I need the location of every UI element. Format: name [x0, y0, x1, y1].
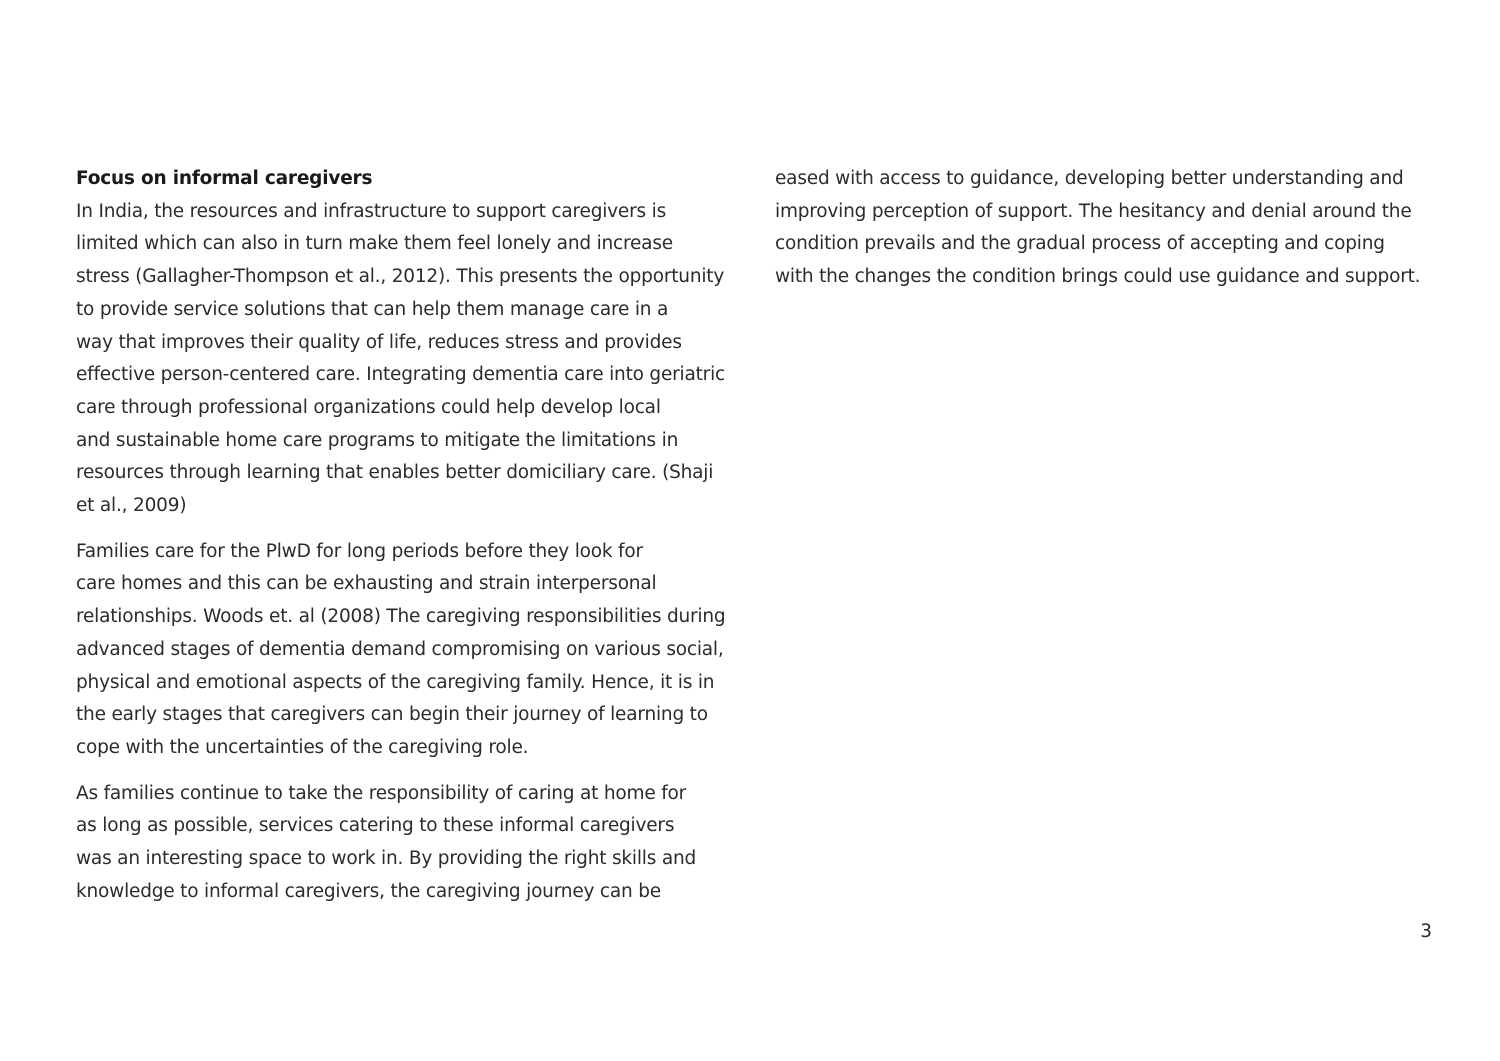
- page-number: 3: [1420, 921, 1432, 942]
- intro-paragraph: [76, 163, 776, 523]
- paragraph-line: effective person-centered care. Integrating dementia care into geriatric: [76, 364, 725, 386]
- paragraph-line: as long as possible, services catering to these informal caregivers: [76, 815, 675, 837]
- paragraph-line: way that improves their quality of life, reduces stress and provides: [76, 331, 682, 353]
- left-column: [76, 163, 776, 908]
- right-column: [775, 163, 1475, 294]
- paragraph-line: eased with access to guidance, developing better understanding and: [775, 168, 1404, 189]
- services-paragraph: [76, 778, 776, 909]
- paragraph-line: knowledge to informal caregivers, the caregiving journey can be: [76, 880, 661, 902]
- section-heading: Focus on informal caregivers: [76, 168, 373, 189]
- paragraph-line: cope with the uncertainties of the caregiving role.: [76, 736, 529, 758]
- paragraph-line: advanced stages of dementia demand compromising on various social,: [76, 638, 724, 660]
- paragraph-line: et al., 2009): [76, 495, 187, 517]
- paragraph-line: stress (Gallagher-Thompson et al., 2012). This presents the opportunity: [76, 266, 725, 288]
- paragraph-line: with the changes the condition brings could use guidance and support.: [775, 266, 1421, 288]
- paragraph-line: the early stages that caregivers can begin their journey of learning to: [76, 704, 708, 726]
- paragraph-line: As families continue to take the responsibility of caring at home for: [76, 782, 687, 804]
- families-paragraph: [76, 536, 776, 765]
- paragraph-line: and sustainable home care programs to mitigate the limitations in: [76, 429, 679, 451]
- continued-paragraph: [775, 163, 1475, 294]
- paragraph-line: care homes and this can be exhausting and strain interpersonal: [76, 573, 657, 595]
- paragraph-line: Families care for the PlwD for long periods before they look for: [76, 540, 643, 562]
- paragraph-line: improving perception of support. The hesitancy and denial around the: [775, 200, 1412, 222]
- paragraph-line: In India, the resources and infrastructure to support caregivers is: [76, 200, 667, 222]
- paragraph-line: physical and emotional aspects of the caregiving family. Hence, it is in: [76, 671, 715, 693]
- paragraph-line: was an interesting space to work in. By providing the right skills and: [76, 848, 697, 870]
- paragraph-line: limited which can also in turn make them feel lonely and increase: [76, 233, 673, 255]
- paragraph-line: relationships. Woods et. al (2008) The caregiving responsibilities during: [76, 606, 726, 628]
- paragraph-line: care through professional organizations could help develop local: [76, 396, 661, 418]
- paragraph-line: condition prevails and the gradual process of accepting and coping: [775, 233, 1385, 255]
- paragraph-line: to provide service solutions that can help them manage care in a: [76, 298, 669, 320]
- paragraph-line: resources through learning that enables better domiciliary care. (Shaji: [76, 462, 714, 484]
